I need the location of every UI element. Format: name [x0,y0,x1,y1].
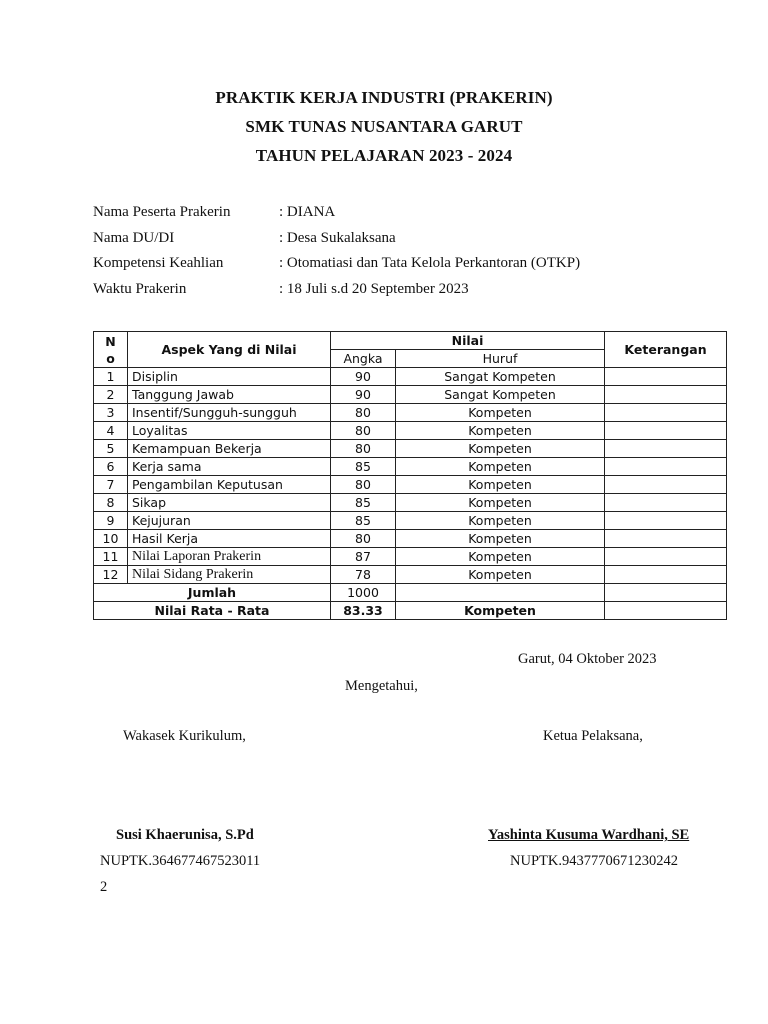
row-no: 3 [94,404,128,422]
row-no: 7 [94,476,128,494]
info-label: Nama Peserta Prakerin [93,204,231,220]
row-angka: 78 [331,566,396,584]
jumlah-value: 1000 [331,584,396,602]
page-number: 2 [100,879,108,895]
row-no: 8 [94,494,128,512]
right-signatory-role: Ketua Pelaksana, [543,728,643,744]
row-keterangan [605,512,727,530]
jumlah-huruf [396,584,605,602]
row-huruf: Kompeten [396,422,605,440]
row-no: 4 [94,422,128,440]
table-row [94,530,727,548]
school-name: SMK TUNAS NUSANTARA GARUT [245,117,523,136]
table-row [94,548,727,566]
row-angka: 80 [331,404,396,422]
row-keterangan [605,530,727,548]
row-huruf: Kompeten [396,476,605,494]
row-huruf: Kompeten [396,530,605,548]
row-no: 11 [94,548,128,566]
header-angka: Angka [331,350,396,368]
right-signatory-nuptk: NUPTK.9437770671230242 [510,853,678,869]
header-aspek: Aspek Yang di Nilai [128,332,331,368]
mengetahui-label: Mengetahui, [345,678,418,694]
row-no: 2 [94,386,128,404]
info-label: Kompetensi Keahlian [93,255,224,271]
row-no: 6 [94,458,128,476]
header-no-line1: N [105,333,116,349]
row-no: 9 [94,512,128,530]
jumlah-row [94,584,727,602]
header-nilai: Nilai [331,332,605,350]
info-value: : Desa Sukalaksana [279,230,396,246]
left-signatory-role: Wakasek Kurikulum, [123,728,246,744]
row-huruf: Kompeten [396,440,605,458]
row-huruf: Kompeten [396,548,605,566]
left-signatory-name: Susi Khaerunisa, S.Pd [116,827,254,843]
row-huruf: Kompeten [396,512,605,530]
row-keterangan [605,548,727,566]
row-aspek: Insentif/Sungguh-sungguh [128,404,331,422]
table-row [94,512,727,530]
row-aspek: Pengambilan Keputusan [128,476,331,494]
table-row [94,476,727,494]
row-angka: 80 [331,530,396,548]
row-aspek: Nilai Sidang Prakerin [128,566,331,584]
table-row [94,494,727,512]
info-label: Nama DU/DI [93,230,175,246]
rata-rata-value: 83.33 [331,602,396,620]
row-huruf: Sangat Kompeten [396,386,605,404]
row-aspek: Sikap [128,494,331,512]
row-huruf: Kompeten [396,566,605,584]
header-no [94,332,128,368]
info-label: Waktu Prakerin [93,281,187,297]
rata-rata-row [94,602,727,620]
row-angka: 87 [331,548,396,566]
header-huruf: Huruf [396,350,605,368]
row-no: 1 [94,368,128,386]
info-value: : Otomatiasi dan Tata Kelola Perkantoran (OTKP) [279,255,581,271]
left-signatory-nuptk: NUPTK.364677467523011 [100,853,261,869]
grade-table [93,331,727,620]
row-keterangan [605,476,727,494]
header-keterangan: Keterangan [605,332,727,368]
table-row [94,368,727,386]
row-aspek: Loyalitas [128,422,331,440]
rata-rata-huruf: Kompeten [396,602,605,620]
place-date: Garut, 04 Oktober 2023 [518,651,657,667]
jumlah-keterangan [605,584,727,602]
table-row [94,422,727,440]
info-value: : 18 Juli s.d 20 September 2023 [279,281,469,297]
jumlah-label: Jumlah [94,584,331,602]
row-huruf: Kompeten [396,458,605,476]
row-angka: 85 [331,494,396,512]
row-angka: 85 [331,512,396,530]
row-keterangan [605,566,727,584]
table-row [94,458,727,476]
row-angka: 80 [331,476,396,494]
row-huruf: Kompeten [396,494,605,512]
academic-year: TAHUN PELAJARAN 2023 - 2024 [255,146,513,165]
row-no: 5 [94,440,128,458]
row-angka: 90 [331,386,396,404]
row-angka: 80 [331,422,396,440]
document-title: PRAKTIK KERJA INDUSTRI (PRAKERIN) [215,88,553,107]
row-no: 10 [94,530,128,548]
row-aspek: Disiplin [128,368,331,386]
rata-rata-keterangan [605,602,727,620]
row-huruf: Sangat Kompeten [396,368,605,386]
row-keterangan [605,404,727,422]
row-keterangan [605,494,727,512]
row-keterangan [605,386,727,404]
row-keterangan [605,422,727,440]
table-row [94,404,727,422]
rata-rata-label: Nilai Rata - Rata [94,602,331,620]
row-no: 12 [94,566,128,584]
row-aspek: Tanggung Jawab [128,386,331,404]
row-huruf: Kompeten [396,404,605,422]
row-angka: 85 [331,458,396,476]
header-no-line2: o [106,350,115,366]
table-row [94,566,727,584]
row-keterangan [605,440,727,458]
row-keterangan [605,368,727,386]
table-row [94,386,727,404]
row-aspek: Hasil Kerja [128,530,331,548]
info-value: : DIANA [279,204,336,220]
row-aspek: Kerja sama [128,458,331,476]
row-aspek: Kemampuan Bekerja [128,440,331,458]
table-row [94,440,727,458]
row-aspek: Kejujuran [128,512,331,530]
row-aspek: Nilai Laporan Prakerin [128,548,331,566]
grade-table-body [94,368,727,584]
right-signatory-name: Yashinta Kusuma Wardhani, SE [488,827,690,843]
row-angka: 90 [331,368,396,386]
row-angka: 80 [331,440,396,458]
row-keterangan [605,458,727,476]
